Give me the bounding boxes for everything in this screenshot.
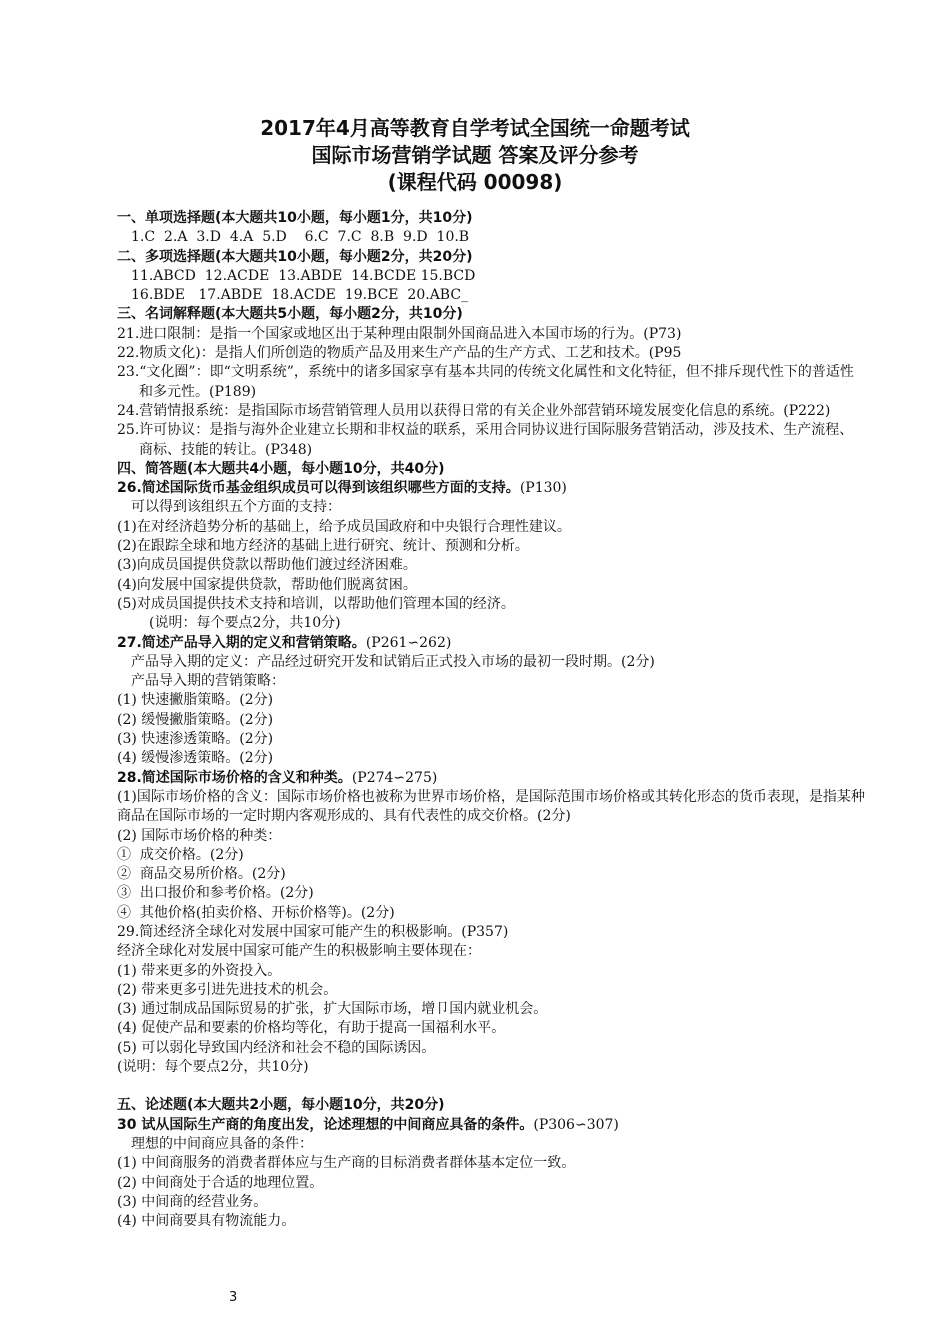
question-29-point-3: (3) 通过制成品国际贸易的扩张，扩大国际市场，增卩国内就业机会。	[117, 1001, 548, 1018]
question-30-point-4: (4) 中间商要具有物流能力。	[117, 1213, 296, 1230]
section-header-3: 三、名词解释题(本大题共5小题，每小题2分，共10分)	[117, 306, 463, 323]
title-line-2: 国际市场营销学试题 答案及评分参考	[311, 143, 639, 167]
answer-content	[117, 209, 867, 1231]
question-29-point-1: (1) 带来更多的外资投入。	[117, 962, 282, 979]
question-28-point-3: ③ 出口报价和参考价格。(2分)	[117, 885, 314, 902]
question-26-title: 26.简述国际货币基金组织成员可以得到该组织哪些方面的支持。	[117, 480, 520, 497]
question-26	[117, 479, 867, 498]
question-27-ref: (P261∽262)	[365, 634, 452, 651]
question-27-point-3: (3) 快速渗透策略。(2分)	[117, 731, 274, 748]
question-28-title: 28.简述国际市场价格的含义和种类。	[117, 769, 352, 786]
section-header-5: 五、论述题(本大题共2小题，每小题10分，共20分)	[117, 1097, 445, 1114]
question-29-point-2: (2) 带来更多引进先进技术的机会。	[117, 981, 338, 998]
title-line-3: (课程代码 00098)	[387, 170, 563, 194]
question-28	[117, 769, 867, 788]
question-26-point-4: (4)向发展中国家提供贷款，帮助他们脱离贫困。	[117, 576, 417, 593]
page-number: 3	[229, 1290, 238, 1305]
question-26-point-3: (3)向成员国提供贷款以帮助他们渡过经济困难。	[117, 557, 417, 574]
term-22: 22.物质文化)：是指人们所创造的物质产品及用来生产产品的生产方式、工艺和技术。(P95	[117, 345, 682, 362]
question-28-point-4: ④ 其他价格(拍卖价格、开标价格等)。(2分)	[117, 904, 395, 921]
question-30-title: 30 试从国际生产商的角度出发，论述理想的中间商应具备的条件。	[117, 1116, 534, 1133]
question-30-point-3: (3) 中间商的经营业务。	[117, 1193, 268, 1210]
question-27-point-2: (2) 缓慢撇脂策略。(2分)	[117, 711, 274, 728]
question-27-point-4: (4) 缓慢渗透策略。(2分)	[117, 750, 274, 767]
question-30	[117, 1116, 867, 1135]
question-30-point-2: (2) 中间商处于合适的地理位置。	[117, 1174, 324, 1191]
question-27-title: 27.简述产品导入期的定义和营销策略。	[117, 634, 366, 651]
question-29-note: (说明：每个要点2分，共10分)	[117, 1059, 309, 1076]
section-header-1: 一、单项选择题(本大题共10小题，每小题1分，共10分)	[117, 210, 473, 226]
term-24: 24.营销情报系统：是指国际市场营销管理人员用以获得日常的有关企业外部营销环境发展变化信息的系统。(P222)	[117, 402, 831, 419]
term-21: 21.进口限制：是指一个国家或地区出于某种理由限制外国商品进入本国市场的行为。(P73)	[117, 325, 682, 342]
section-header-4: 四、简答题(本大题共4小题，每小题10分，共40分)	[117, 460, 445, 477]
spacer	[117, 1077, 867, 1096]
question-30-ref: (P306∽307)	[533, 1116, 619, 1133]
question-28-types-intro: (2) 国际市场价格的种类：	[117, 827, 282, 844]
term-23: 23.“文化圈”：即“文明系统”，系统中的诸多国家享有基本共同的传统文化属性和文化特征，但不排斥现代性下的普适性和多元性。(P189)	[117, 364, 854, 400]
question-27	[117, 634, 867, 653]
question-26-ref: (P130)	[519, 480, 567, 497]
title-line-1: 2017年4月高等教育自学考试全国统一命题考试	[260, 116, 690, 140]
document-title	[0, 115, 950, 196]
question-28-ref: (P274∽275)	[351, 769, 438, 786]
question-29-point-5: (5) 可以弱化导致国内经济和社会不稳的国际诱因。	[117, 1039, 436, 1056]
question-26-point-1: (1)在对经济趋势分析的基础上，给予成员国政府和中央银行合理性建议。	[117, 518, 571, 535]
question-28-meaning: (1)国际市场价格的含义：国际市场价格也被称为世界市场价格，是国际范围市场价格或其转化形态的货币表现，是指某种商品在国际市场的一定时期内客观形成的、具有代表性的成交价格。(2分)	[117, 788, 865, 825]
single-choice-answers: 1.C 2.A 3.D 4.A 5.D 6.C 7.C 8.B 9.D 10.B	[131, 229, 470, 246]
question-30-point-1: (1) 中间商服务的消费者群体应与生产商的目标消费者群体基本定位一致。	[117, 1155, 576, 1172]
question-26-point-5: (5)对成员国提供技术支持和培训，以帮助他们管理本国的经济。	[117, 595, 515, 612]
question-27-definition: 产品导入期的定义：产品经过研究开发和试销后正式投入市场的最初一段时期。(2分)	[131, 653, 655, 670]
question-27-strategy-intro: 产品导入期的营销策略：	[131, 673, 285, 690]
question-29-intro: 经济全球化对发展中国家可能产生的积极影响主要体现在：	[117, 943, 481, 960]
question-27-point-1: (1) 快速撇脂策略。(2分)	[117, 692, 274, 709]
question-30-intro: 理想的中间商应具备的条件：	[131, 1135, 313, 1152]
section-header-2: 二、多项选择题(本大题共10小题，每小题2分，共20分)	[117, 248, 473, 265]
question-28-point-1: ① 成交价格。(2分)	[117, 846, 244, 863]
term-25: 25.许可协议：是指与海外企业建立长期和非权益的联系，采用合同协议进行国际服务营销活动，涉及技术、生产流程、商标、技能的转让。(P348)	[117, 422, 854, 458]
question-29-title: 29.简述经济全球化对发展中国家可能产生的积极影响。(P357)	[117, 923, 509, 940]
question-26-note: (说明：每个要点2分，共10分)	[149, 615, 341, 632]
question-29-point-4: (4) 促使产品和要素的价格均等化，有助于提高一国福利水平。	[117, 1020, 506, 1037]
question-26-point-2: (2)在跟踪全球和地方经济的基础上进行研究、统计、预测和分析。	[117, 538, 529, 555]
question-26-intro: 可以得到该组织五个方面的支持：	[131, 499, 341, 516]
question-28-point-2: ② 商品交易所价格。(2分)	[117, 866, 286, 883]
multi-choice-answers-row-2: 16.BDE 17.ABDE 18.ACDE 19.BCE 20.ABC_	[131, 287, 469, 304]
multi-choice-answers-row-1: 11.ABCD 12.ACDE 13.ABDE 14.BCDE 15.BCD	[131, 267, 476, 284]
